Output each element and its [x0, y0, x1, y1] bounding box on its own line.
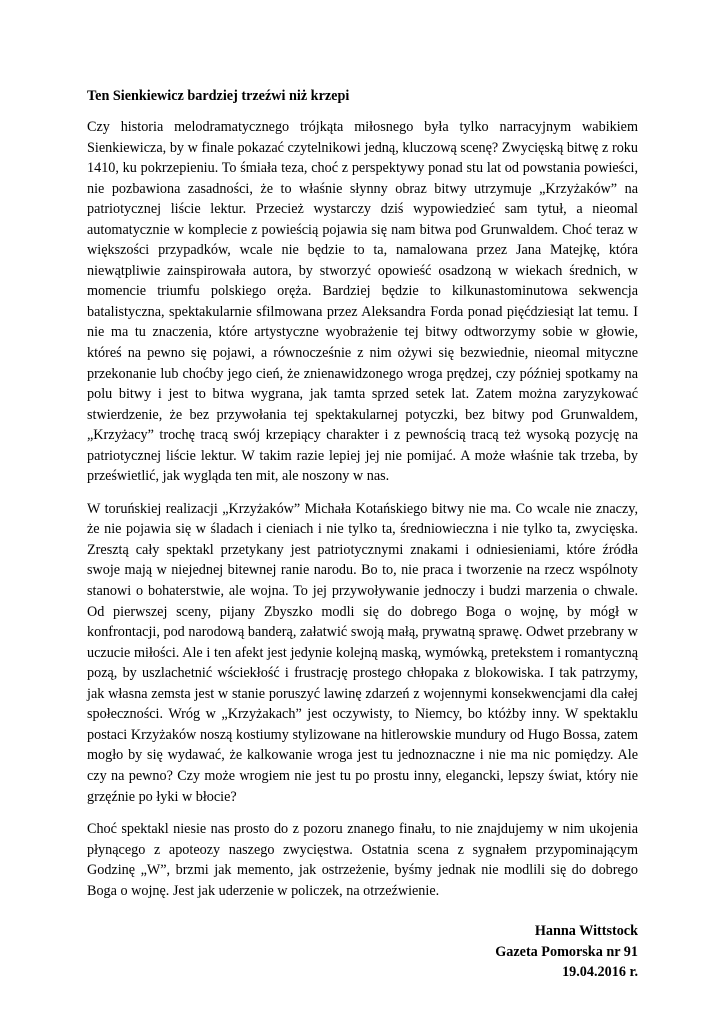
publication-source: Gazeta Pomorska nr 91: [495, 943, 638, 960]
paragraph-1: Czy historia melodramatycznego trójkąta miłosnego była tylko narracyjnym wabikiem Sienkiewicza, by w finale pokazać czytelnikowi jedną, kluczową scenę? Zwycięską bitwę z roku 1410, ku pokrzepieniu. To śmiała teza, choć z perspektywy ponad stu lat od powstania powieści, nie pozbawiona zasadności, że to właśnie słynny obraz bitwy utrzymuje „Krzyżaków” na patriotycznej liście lektur. Przecież wystarczy dziś wypowiedzieć sam tytuł, a nieomal automatycznie w komplecie z powieścią pojawia się nam bitwa pod Grunwaldem. Choć teraz w większości przypadków, wcale nie będzie to ta, namalowana przez Jana Matejkę, która niewątpliwie zainspirowała autora, by stworzyć opowieść osadzoną w wiekach średnich, w momencie triumfu polskiego oręża. Bardziej będzie to kilkunastominutowa sekwencja batalistyczna, spektakularnie sfilmowana przez Aleksandra Forda ponad pięćdziesiąt lat temu. I nie ma tu znaczenia, które artystyczne wyobrażenie tej bitwy odtworzymy sobie w głowie, któreś na pewno się pojawi, a równocześnie z nim ożywi się bezwiednie, nieomal mityczne przekonanie lub choćby jego cień, że znienawidzonego wroga prędzej, czy później spotkamy na polu bitwy i jest to bitwa wygrana, jak tamta sprzed setek lat. Zatem można zaryzykować stwierdzenie, że bez przywołania tej spektakularnej potyczki, bez bitwy pod Grunwaldem, „Krzyżacy” trochę tracą swój krzepiący charakter i z pewnością tracą też wysoką pozycję na patriotycznej liście lektur. W takim razie lepiej jej nie pomijać. A może właśnie tak trzeba, by prześwietlić, jak wygląda ten mit, ale noszony w nas.: [87, 119, 638, 485]
author-name: Hanna Wittstock: [534, 923, 638, 940]
publication-date: 19.04.2016 r.: [562, 964, 638, 981]
paragraph-3: Choć spektakl niesie nas prosto do z pozoru znanego finału, to nie znajdujemy w nim ukojenia płynącego z apoteozy naszego zwycięstwa. Ostatnia scena z sygnałem przypominającym Godzinę „W”, brzmi jak memento, jak ostrzeżenie, byśmy jednak nie modlili się do dobrego Boga o wojnę. Jest jak uderzenie w policzek, na otrzeźwienie.: [87, 821, 638, 899]
article-title: Ten Sienkiewicz bardziej trzeźwi niż krzepi: [87, 88, 350, 104]
signature-block: [87, 921, 638, 983]
paragraph-2: W toruńskiej realizacji „Krzyżaków” Michała Kotańskiego bitwy nie ma. Co wcale nie znaczy, że nie pojawia się w śladach i cieniach i nie tylko ta, średniowieczna i nie tylko ta, zwycięska. Zresztą cały spektakl przetykany jest patriotycznymi znakami i odniesieniami, które źródła swoje mają w niejednej bitewnej ranie narodu. Bo to, nie praca i tworzenie na rzecz wspólnoty stanowi o bohaterstwie, ale wojna. To jej przywoływanie jednoczy i budzi marzenia o chwale. Od pierwszej sceny, pijany Zbyszko modli się do dobrego Boga o wojnę, by mógł w konfrontacji, pod narodową banderą, załatwić swoją małą, prywatną sprawę. Odwet przebrany w uczucie miłości. Ale i ten afekt jest jedynie kolejną maską, wymówką, pretekstem i romantyczną pozą, by uszlachetnić wściekłość i frustrację prostego chłopaka z blokowiska. I tak patrzymy, jak własna zemsta jest w stanie poruszyć lawinę zdarzeń z wojennymi konsekwencjami dla całej społeczności. Wróg w „Krzyżakach” jest oczywisty, to Niemcy, bo któżby inny. W spektaklu postaci Krzyżaków noszą kostiumy stylizowane na hitlerowskie mundury od Hugo Bossa, zatem mogło by się wydawać, że kalkowanie wroga jest tu jednoznaczne i nie ma nic pomiędzy. Ale czy na pewno? Czy może wrogiem nie jest tu po prostu inny, elegancki, lepszy świat, który nie grzęźnie po łyki w błocie?: [87, 500, 638, 805]
